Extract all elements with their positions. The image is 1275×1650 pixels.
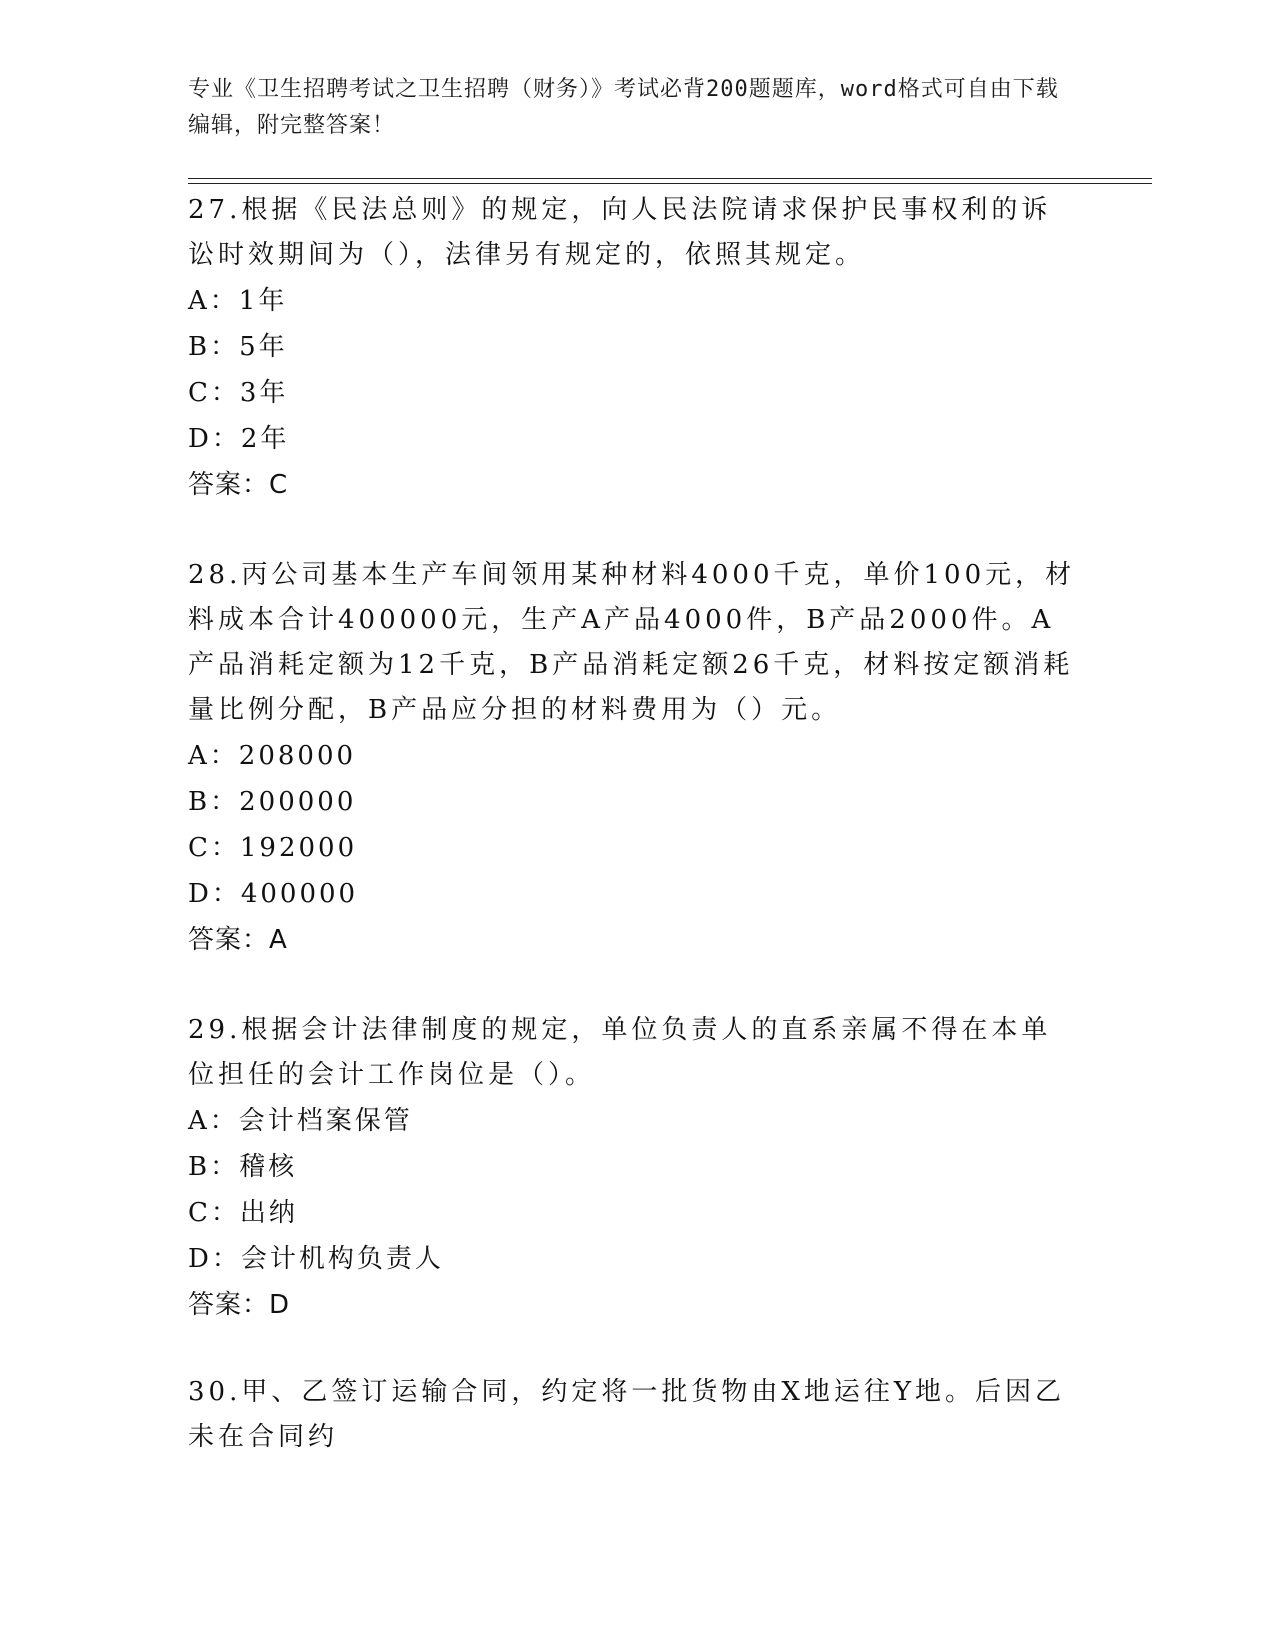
header-text: 专业《卫生招聘考试之卫生招聘（财务）》考试必背200题题库，word格式可自由下载编辑，附完整答案！ — [188, 77, 1059, 138]
question-text: 30.甲、乙签订运输合同，约定将一批货物由X地运往Y地。后因乙未在合同约 — [188, 1377, 1066, 1452]
option-a: A：会计档案保管 — [188, 1106, 413, 1136]
answer-label: 答案：D — [188, 1290, 291, 1320]
option-b: B：稽核 — [188, 1152, 298, 1182]
answer-label: 答案：A — [188, 925, 288, 955]
option-b: B：200000 — [188, 787, 357, 817]
option-a: A：208000 — [188, 741, 357, 771]
option-c: C：3年 — [188, 378, 289, 408]
question-29 — [188, 1008, 1078, 1328]
option-d: D：会计机构负责人 — [188, 1244, 444, 1274]
question-30 — [188, 1370, 1078, 1460]
answer-label: 答案：C — [188, 470, 289, 500]
option-b: B：5年 — [188, 332, 288, 362]
option-a: A：1年 — [188, 286, 288, 316]
question-text: 27.根据《民法总则》的规定，向人民法院请求保护民事权利的诉讼时效期间为（），法律另有规定的，依照其规定。 — [188, 195, 1052, 270]
option-d: D：400000 — [188, 879, 359, 909]
header-divider-top — [188, 178, 1152, 179]
option-d: D：2年 — [188, 424, 290, 454]
document-header — [188, 72, 1068, 144]
question-text: 28.丙公司基本生产车间领用某种材料4000千克，单价100元，材料成本合计400000元，生产A产品4000件，B产品2000件。A产品消耗定额为12千克，B产品消耗定额26千克，材料按定额消耗量比例分配，B产品应分担的材料费用为（）元。 — [188, 560, 1076, 725]
question-27 — [188, 188, 1078, 508]
question-28 — [188, 553, 1078, 963]
option-c: C：出纳 — [188, 1198, 298, 1228]
option-c: C：192000 — [188, 833, 358, 863]
header-divider-bottom — [188, 183, 1152, 184]
question-text: 29.根据会计法律制度的规定，单位负责人的直系亲属不得在本单位担任的会计工作岗位是（）。 — [188, 1015, 1052, 1090]
